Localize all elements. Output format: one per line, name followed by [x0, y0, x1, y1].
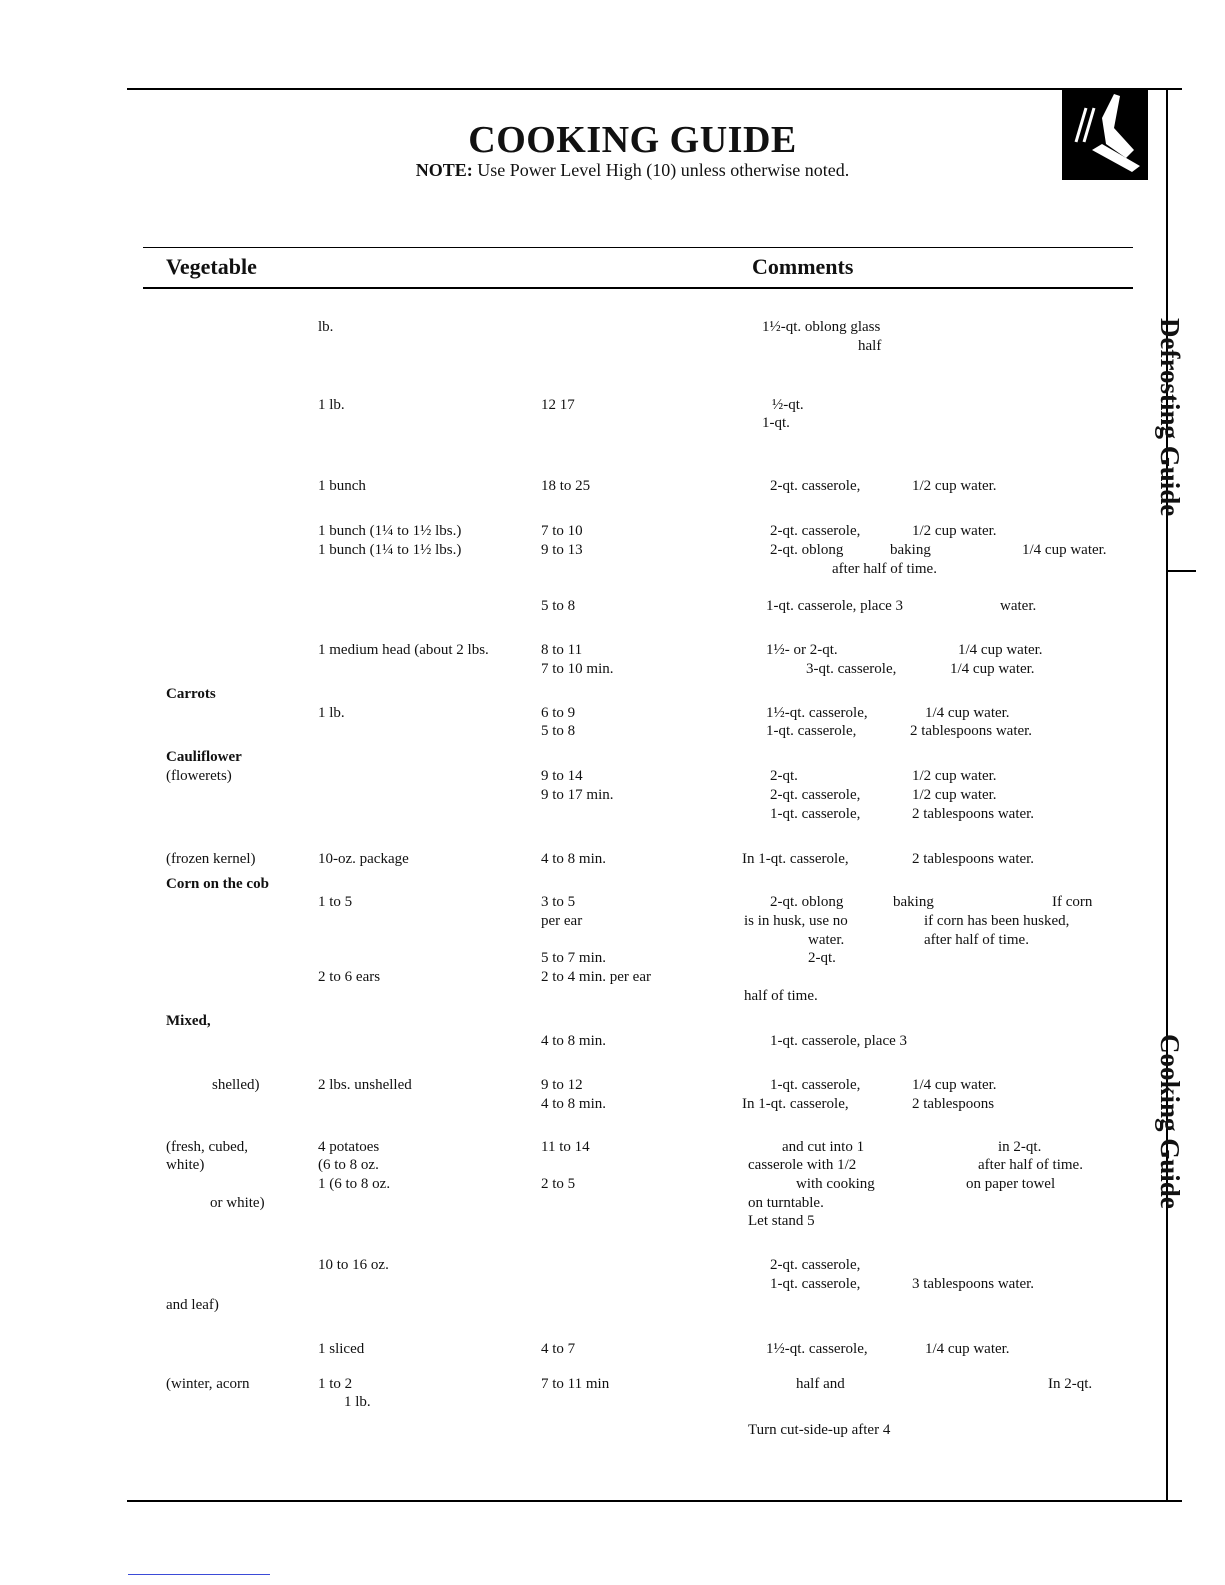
table-cell: 7 to 10 min.	[541, 661, 614, 677]
tab-defrosting-guide[interactable]	[1154, 318, 1190, 580]
table-cell: 3-qt. casserole,	[806, 661, 897, 677]
table-cell: 1-qt. casserole,	[766, 723, 857, 739]
table-cell: water.	[1000, 598, 1037, 614]
note-label: NOTE:	[415, 160, 473, 180]
table-cell: shelled)	[212, 1077, 260, 1093]
table-cell: after half of time.	[832, 561, 937, 577]
table-cell: 1 bunch	[318, 478, 366, 494]
table-cell: 11 to 14	[541, 1139, 590, 1155]
table-cell: 2-qt. casserole,	[770, 478, 861, 494]
table-cell: 1/4 cup water.	[1022, 542, 1107, 558]
table-cell: 9 to 13	[541, 542, 583, 558]
table-cell: 1-qt. casserole,	[770, 1077, 861, 1093]
table-top-rule	[143, 247, 1133, 248]
table-cell: baking	[890, 542, 931, 558]
table-cell: 1 to 2	[318, 1376, 353, 1392]
table-cell: 4 to 8 min.	[541, 1033, 607, 1049]
table-cell: In 2-qt.	[1048, 1376, 1093, 1392]
table-cell: 1/4 cup water.	[925, 1341, 1010, 1357]
table-cell: 1 bunch (1¼ to 1½ lbs.)	[318, 523, 462, 539]
table-cell: 5 to 8	[541, 598, 576, 614]
vegetable-name: Corn on the cob	[166, 876, 269, 892]
table-cell: (frozen kernel)	[166, 851, 256, 867]
table-cell: 2 lbs. unshelled	[318, 1077, 412, 1093]
table-cell: 2 tablespoons water.	[912, 851, 1035, 867]
table-cell: In 1-qt. casserole,	[742, 851, 849, 867]
table-cell: 2-qt. oblong	[770, 894, 844, 910]
table-cell: 18 to 25	[541, 478, 591, 494]
table-cell: 4 to 8 min.	[541, 1096, 607, 1112]
tab-cooking-guide-label: Cooking Guide	[1155, 1034, 1185, 1209]
table-cell: 1 (6 to 8 oz.	[318, 1176, 391, 1192]
table-cell: or white)	[210, 1195, 265, 1211]
table-cell: per ear	[541, 913, 583, 929]
side-vertical-rule	[1166, 88, 1168, 1500]
table-cell: Let stand 5	[748, 1213, 815, 1229]
table-cell: 2 tablespoons water.	[910, 723, 1033, 739]
table-cell: and cut into 1	[782, 1139, 865, 1155]
table-cell: 9 to 17 min.	[541, 787, 614, 803]
table-cell: 1/2 cup water.	[912, 768, 997, 784]
table-cell: 1 sliced	[318, 1341, 365, 1357]
table-cell: 1 lb.	[318, 705, 345, 721]
table-cell: lb.	[318, 319, 334, 335]
table-cell: 9 to 14	[541, 768, 583, 784]
table-cell: half	[858, 338, 882, 354]
tab-defrosting-guide-label: Defrosting Guide	[1155, 318, 1185, 517]
table-cell: white)	[166, 1157, 205, 1173]
table-header-rule	[143, 287, 1133, 289]
table-cell: 1-qt. casserole,	[770, 806, 861, 822]
table-cell: (winter, acorn	[166, 1376, 250, 1392]
table-cell: in 2-qt.	[998, 1139, 1042, 1155]
vegetable-name: Cauliflower	[166, 749, 242, 765]
table-cell: 4 potatoes	[318, 1139, 380, 1155]
table-cell: with cooking	[796, 1176, 875, 1192]
table-cell: 1/2 cup water.	[912, 787, 997, 803]
table-cell: 1½- or 2-qt.	[766, 642, 838, 658]
table-cell: (fresh, cubed,	[166, 1139, 249, 1155]
table-cell: 1 bunch (1¼ to 1½ lbs.)	[318, 542, 462, 558]
footer-link-underline	[128, 1574, 270, 1575]
table-cell: 1 lb.	[344, 1394, 371, 1410]
table-cell: and leaf)	[166, 1297, 219, 1313]
table-cell: 5 to 7 min.	[541, 950, 607, 966]
table-cell: 1-qt. casserole, place 3	[766, 598, 904, 614]
table-cell: 2-qt. casserole,	[770, 1257, 861, 1273]
table-cell: 2-qt.	[808, 950, 836, 966]
table-cell: (6 to 8 oz.	[318, 1157, 379, 1173]
table-cell: on paper towel	[966, 1176, 1056, 1192]
column-header-vegetable: Vegetable	[166, 254, 257, 279]
table-cell: water.	[808, 932, 845, 948]
top-rule	[127, 88, 1182, 90]
table-cell: 1-qt. casserole,	[770, 1276, 861, 1292]
table-cell: 1½-qt. casserole,	[766, 705, 868, 721]
table-cell: 2-qt.	[770, 768, 798, 784]
table-cell: half and	[796, 1376, 845, 1392]
table-cell: 1-qt. casserole, place 3	[770, 1033, 908, 1049]
table-cell: 8 to 11	[541, 642, 583, 658]
table-cell: on turntable.	[748, 1195, 824, 1211]
table-cell: 2-qt. casserole,	[770, 787, 861, 803]
table-cell: if corn has been husked,	[924, 913, 1070, 929]
table-cell: half of time.	[744, 988, 818, 1004]
table-cell: 1/4 cup water.	[912, 1077, 997, 1093]
table-cell: (flowerets)	[166, 768, 232, 784]
table-cell: 4 to 8 min.	[541, 851, 607, 867]
table-cell: after half of time.	[978, 1157, 1083, 1173]
table-cell: 1-qt.	[762, 415, 790, 431]
table-cell: 1/2 cup water.	[912, 523, 997, 539]
power-level-note	[0, 160, 1225, 181]
table-cell: In 1-qt. casserole,	[742, 1096, 849, 1112]
column-header-comments: Comments	[752, 254, 854, 279]
table-cell: 2 to 5	[541, 1176, 576, 1192]
table-cell: 2 tablespoons	[912, 1096, 995, 1112]
table-cell: is in husk, use no	[744, 913, 848, 929]
table-cell: 5 to 8	[541, 723, 576, 739]
tab-cooking-guide[interactable]	[1154, 1034, 1190, 1254]
table-cell: 7 to 10	[541, 523, 583, 539]
vegetable-name: Carrots	[166, 686, 216, 702]
table-cell: 1/2 cup water.	[912, 478, 997, 494]
table-cell: 1 medium head (about 2 lbs.	[318, 642, 489, 658]
table-cell: 2 to 6 ears	[318, 969, 381, 985]
table-cell: 7 to 11 min	[541, 1376, 610, 1392]
table-cell: casserole with 1/2	[748, 1157, 857, 1173]
page-title: COOKING GUIDE	[468, 119, 797, 161]
table-cell: 1 lb.	[318, 397, 345, 413]
table-cell: 10 to 16 oz.	[318, 1257, 389, 1273]
table-cell: 2 to 4 min. per ear	[541, 969, 651, 985]
table-cell: 1 to 5	[318, 894, 353, 910]
table-cell: after half of time.	[924, 932, 1029, 948]
table-cell: 1/4 cup water.	[958, 642, 1043, 658]
table-cell: 4 to 7	[541, 1341, 576, 1357]
bottom-rule	[127, 1500, 1182, 1502]
table-cell: 2-qt. casserole,	[770, 523, 861, 539]
table-cell: 6 to 9	[541, 705, 576, 721]
table-cell: 1/4 cup water.	[925, 705, 1010, 721]
table-cell: 2-qt. oblong	[770, 542, 844, 558]
note-text: Use Power Level High (10) unless otherwise noted.	[472, 160, 850, 180]
table-cell: 9 to 12	[541, 1077, 583, 1093]
table-cell: 1½-qt. oblong glass	[762, 319, 881, 335]
table-cell: 1/4 cup water.	[950, 661, 1035, 677]
table-cell: If corn	[1052, 894, 1093, 910]
table-cell: 12 17	[541, 397, 575, 413]
vegetable-name: Mixed,	[166, 1013, 211, 1029]
table-cell: 3 tablespoons water.	[912, 1276, 1035, 1292]
table-cell: Turn cut-side-up after 4	[748, 1422, 891, 1438]
table-cell: 1½-qt. casserole,	[766, 1341, 868, 1357]
table-cell: ½-qt.	[772, 397, 804, 413]
table-cell: 3 to 5	[541, 894, 576, 910]
table-cell: 2 tablespoons water.	[912, 806, 1035, 822]
table-cell: baking	[893, 894, 934, 910]
table-cell: 10-oz. package	[318, 851, 409, 867]
